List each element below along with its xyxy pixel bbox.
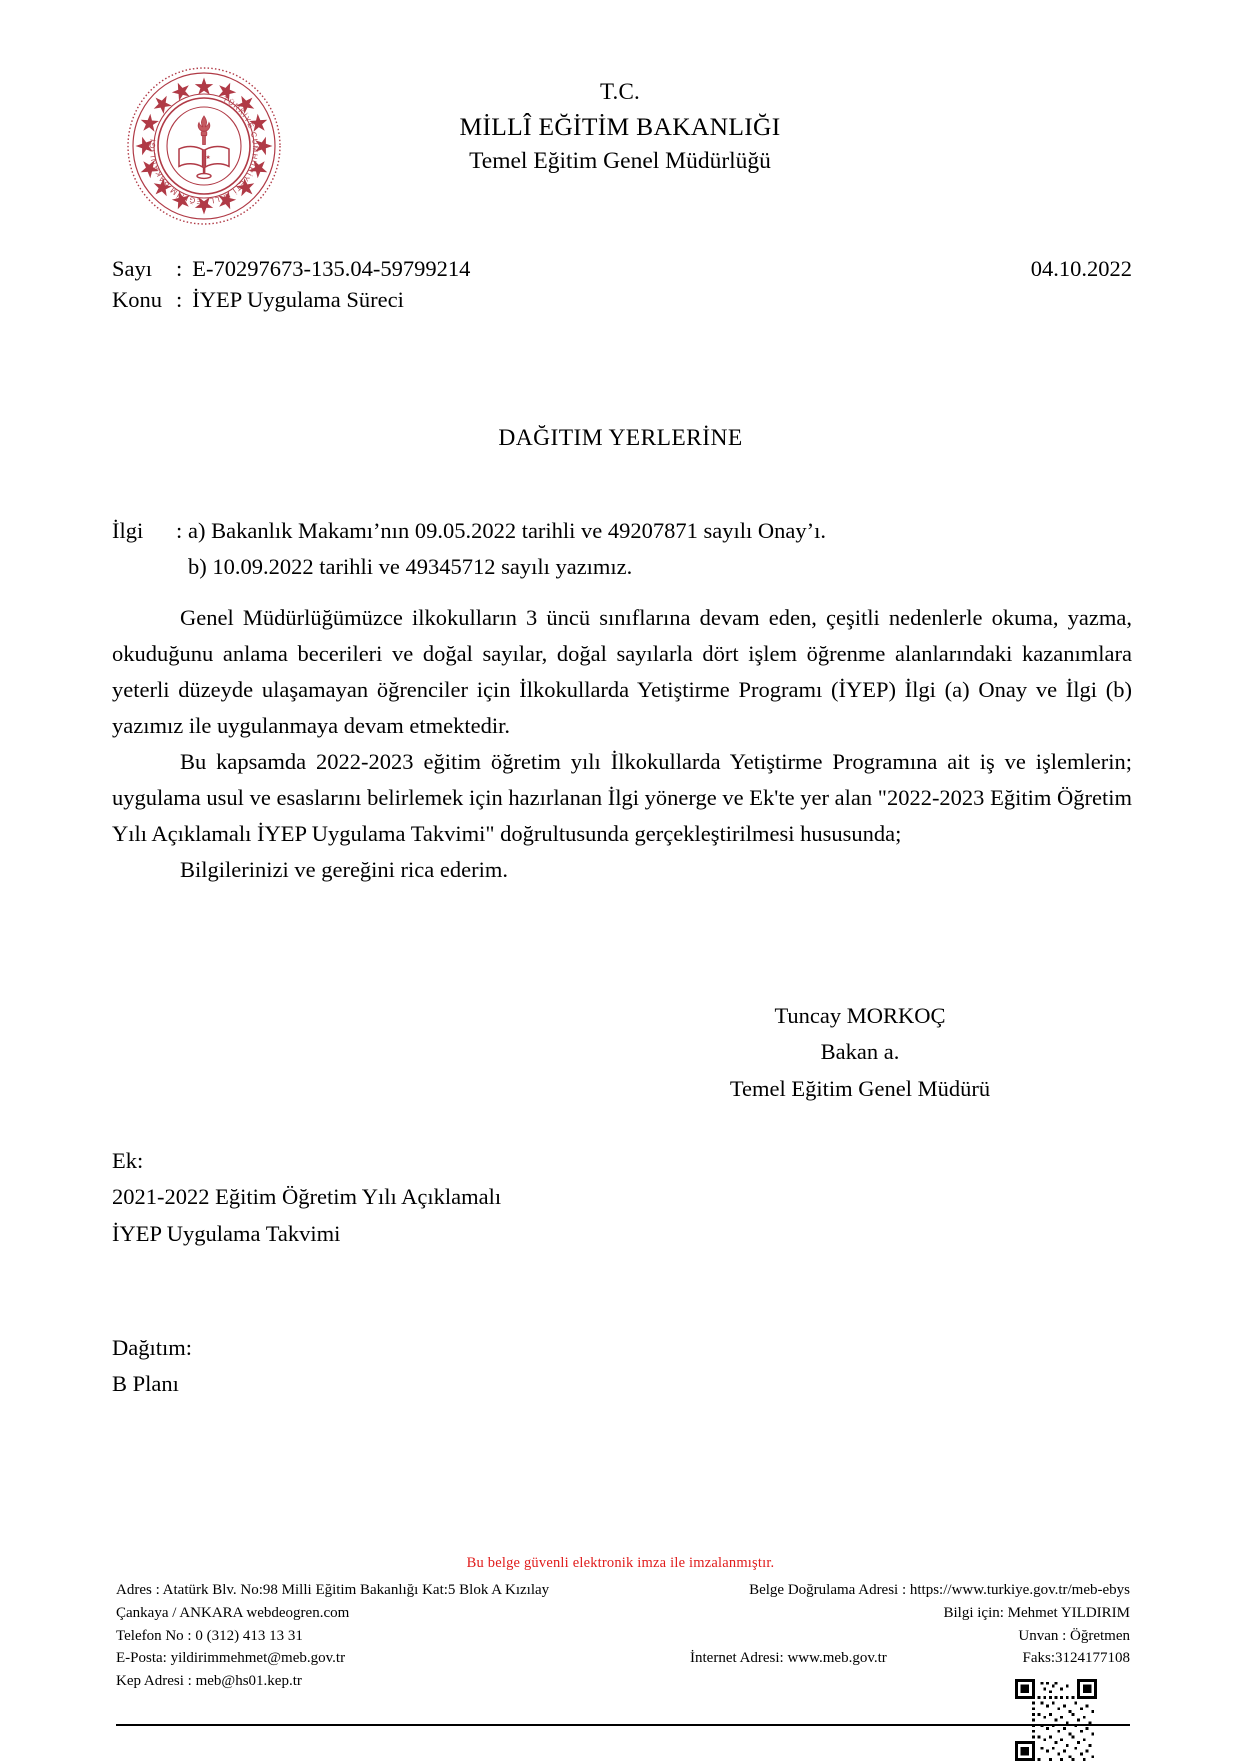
footer-columns [0, 1579, 1241, 1719]
footer-info-contact: Bilgi için: Mehmet YILDIRIM [943, 1604, 1130, 1621]
footer-contact-left [116, 1579, 676, 1693]
header-title-block [300, 76, 940, 178]
sayi-colon: : [176, 256, 183, 281]
attachment-block [112, 1143, 812, 1252]
ilgi-colon: : [176, 518, 183, 543]
signer-on-behalf: Bakan a. [820, 1039, 900, 1065]
sayi-row [112, 252, 1132, 283]
attachment-label: Ek: [112, 1148, 144, 1173]
body-paragraph-3: Bilgilerinizi ve gereğini rica ederim. [180, 857, 508, 882]
signer-title: Temel Eğitim Genel Müdürü [729, 1075, 991, 1101]
attachment-line-2: İYEP Uygulama Takvimi [112, 1220, 341, 1246]
konu-label: Konu [112, 287, 162, 312]
references-block [112, 513, 1132, 584]
footer-info-title: Unvan : Öğretmen [1018, 1627, 1130, 1644]
document-date: 04.10.2022 [1030, 256, 1132, 281]
header-line-department: Temel Eğitim Genel Müdürlüğü [469, 147, 771, 174]
sayi-label: Sayı [112, 256, 153, 281]
electronic-signature-note: Bu belge güvenli elektronik imza ile imzalanmıştır. [466, 1555, 775, 1571]
header-line-ministry: MİLLÎ EĞİTİM BAKANLIĞI [459, 111, 781, 141]
ilgi-label: İlgi [112, 518, 144, 543]
svg-text:TÜRKİYE CUMHURİYETİ MİLLÎ EĞİT: TÜRKİYE CUMHURİYETİ MİLLÎ EĞİTİM BAKANLIĞI [147, 94, 261, 207]
sayi-value: E-70297673-135.04-59799214 [192, 256, 471, 281]
distribution-line-1: B Planı [112, 1371, 179, 1397]
body-paragraph-1: Genel Müdürlüğümüzce ilkokulların 3 üncü sınıflarına devam eden, çeşitli nedenlerle okuma, yazma, okuduğunu anlama becerileri ve doğal sayılar, doğal sayılarla dört işlem öğrenme alanlarındaki kazanımlara yeterli düzeyde ulaşamayan öğrenciler için İlkokullarda Yetiştirme Programı (İYEP) İlgi (a) Onay ve İlgi (b) yazımız ile uygulanmaya devam etmektedir. [112, 605, 1132, 738]
konu-row [112, 283, 1132, 314]
document-body [112, 600, 1132, 888]
signer-name: Tuncay MORKOÇ [774, 1003, 946, 1028]
attachment-line-1: 2021-2022 Eğitim Öğretim Yılı Açıklamalı [112, 1184, 502, 1210]
addressee-heading: DAĞITIM YERLERİNE [498, 425, 743, 451]
footer-internet-address: İnternet Adresi: www.meb.gov.tr [690, 1650, 887, 1667]
footer-fax: Faks:3124177108 [1022, 1650, 1130, 1667]
document-verification-qr-code [1015, 1679, 1097, 1761]
footer-verification-address: Belge Doğrulama Adresi : https://www.turkiye.gov.tr/meb-ebys [749, 1582, 1130, 1598]
body-paragraph-2: Bu kapsamda 2022-2023 eğitim öğretim yılı İlkokullarda Yetiştirme Programına ait iş ve işlemlerin; uygulama usul ve esaslarını belirlemek için hazırlanan İlgi yönerge ve Ek'te yer alan "2022-2023 Eğitim Öğretim Yılı Açıklamalı İYEP Uygulama Takvimi" doğrultusunda gerçekleştirilmesi hususunda; [112, 749, 1132, 846]
document-footer [0, 1555, 1241, 1755]
konu-colon: : [176, 287, 183, 312]
meb-emblem-logo [124, 66, 284, 226]
footer-address-line-2: Çankaya / ANKARA webdeogren.com [116, 1604, 350, 1621]
distribution-block [112, 1330, 812, 1403]
reference-item-b: b) 10.09.2022 tarihli ve 49345712 sayılı yazımız. [188, 553, 633, 579]
reference-item-a [112, 513, 1132, 549]
signature-block [620, 998, 1100, 1107]
document-meta-block [112, 252, 1132, 314]
konu-value: İYEP Uygulama Süreci [192, 287, 404, 312]
footer-divider-rule [116, 1724, 1130, 1726]
footer-phone: Telefon No : 0 (312) 413 13 31 [116, 1627, 303, 1644]
footer-email: E-Posta: yildirimmehmet@meb.gov.tr [116, 1650, 346, 1667]
footer-contact-right [690, 1579, 1130, 1670]
reference-a-text: a) Bakanlık Makamı’nın 09.05.2022 tarihli ve 49207871 sayılı Onay’ı. [188, 518, 827, 543]
distribution-label: Dağıtım: [112, 1335, 192, 1360]
footer-address-line-1: Adres : Atatürk Blv. No:98 Milli Eğitim Bakanlığı Kat:5 Blok A Kızılay [116, 1582, 550, 1598]
header-line-republic: T.C. [600, 79, 640, 104]
footer-kep-address: Kep Adresi : meb@hs01.kep.tr [116, 1673, 302, 1690]
document-header [0, 58, 1241, 238]
footer-internet-fax-row [690, 1647, 1130, 1670]
